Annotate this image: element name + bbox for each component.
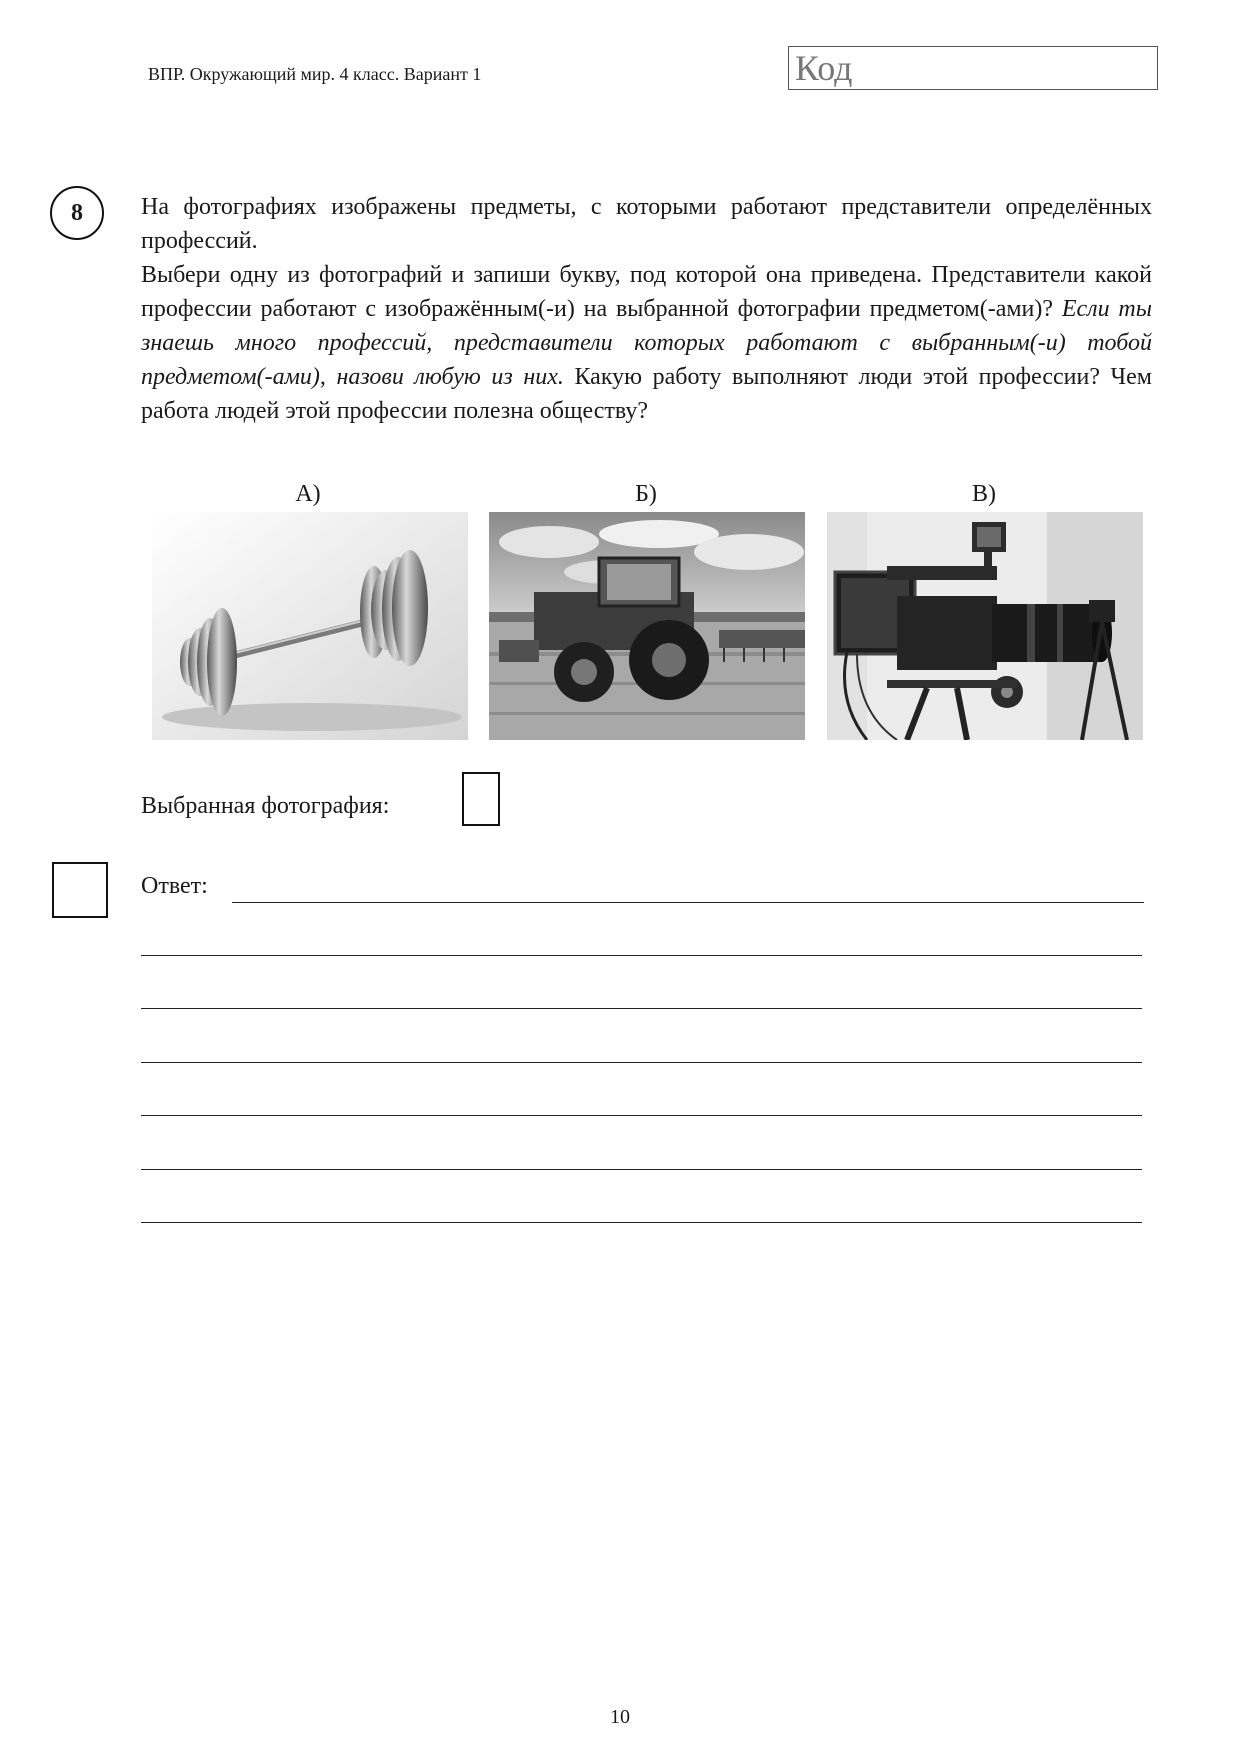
task-text (141, 190, 1152, 428)
barbell-image (152, 512, 468, 740)
code-field[interactable] (788, 46, 1158, 90)
task-paragraph-1: На фотографиях изображены предметы, с которыми работают представители определённых профессий. (141, 194, 1152, 254)
answer-line-4[interactable] (141, 1062, 1142, 1063)
answer-line-1[interactable] (232, 902, 1144, 903)
photo-label-b: Б) (635, 481, 657, 507)
answer-line-3[interactable] (141, 1008, 1142, 1009)
task-paragraph-2-start: Выбери одну из фотографий и запиши букву, под которой она приведена. Представители какой профессии работают с изображённым(-и) на выбранной фотографии предметом(-ами)? (141, 262, 1152, 322)
answer-line-7[interactable] (141, 1222, 1142, 1223)
task-number: 8 (50, 186, 104, 240)
task-paragraph-2-end: Какую работу выполняют люди этой профессии? Чем работа людей этой профессии полезна обществу? (141, 364, 1152, 424)
photo-label-a: А) (295, 481, 321, 507)
selected-photo-input[interactable] (462, 772, 500, 826)
video-camera-image (827, 512, 1143, 740)
task-paragraph-2 (141, 258, 1152, 428)
selected-photo-label: Выбранная фотография: (141, 793, 390, 819)
score-box[interactable] (52, 862, 108, 918)
task-paragraph-2-italic: Если ты знаешь много профессий, представители которых работают с выбранным(-и) тобой предметом(-ами), назови любую из них. (141, 296, 1152, 390)
page-number: 10 (610, 1706, 630, 1728)
photo-label-v: В) (972, 481, 996, 507)
tractor-image (489, 512, 805, 740)
answer-line-6[interactable] (141, 1169, 1142, 1170)
answer-label: Ответ: (141, 873, 208, 899)
answer-line-2[interactable] (141, 955, 1142, 956)
code-label: Код (795, 48, 853, 88)
answer-line-5[interactable] (141, 1115, 1142, 1116)
header-title: ВПР. Окружающий мир. 4 класс. Вариант 1 (148, 64, 482, 84)
